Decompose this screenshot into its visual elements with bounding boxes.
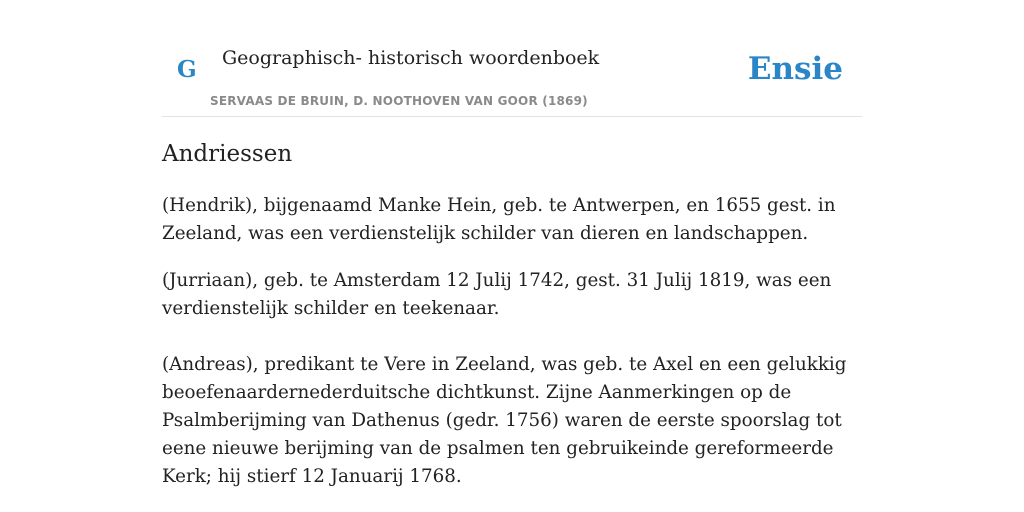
ensie-logo-link[interactable]: Ensie <box>747 51 843 87</box>
entry-paragraph-hendrik: (Hendrik), bijgenaamd Manke Hein, geb. te Antwerpen, en 1655 gest. in Zeeland, was een verdienstelijk schilder van dieren en landschappen. <box>162 195 836 244</box>
entry-paragraph-andreas: (Andreas), predikant te Vere in Zeeland, was geb. te Axel en een gelukkig beoefenaardernederduitsche dichtkunst. Zijne Aanmerkingen op de Psalmberijming van Dathenus (gedr. 1756) waren de eerste spoorslag tot eene nieuwe berijming van de psalmen ten gebruikeinde gereformeerde Kerk; hij stierf 12 Januarij 1768. <box>162 354 847 487</box>
book-logo-icon[interactable]: G <box>177 56 197 83</box>
entry-paragraph-jurriaan: (Jurriaan), geb. te Amsterdam 12 Julij 1742, gest. 31 Julij 1819, was een verdienstelijk schilder en teekenaar. <box>162 270 832 319</box>
book-author: SERVAAS DE BRUIN, D. NOOTHOVEN VAN GOOR (1869) <box>210 94 588 108</box>
book-header <box>162 0 862 117</box>
entry-title: Andriessen <box>162 141 293 167</box>
book-title-link[interactable]: Geographisch- historisch woordenboek <box>222 47 600 69</box>
